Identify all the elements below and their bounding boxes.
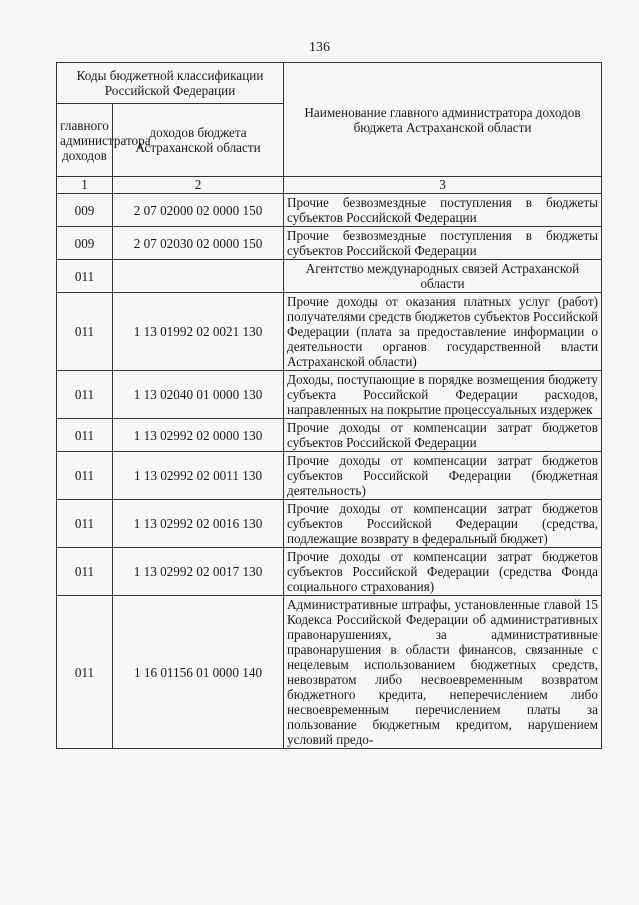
- income-name-cell: Прочие безвозмездные поступления в бюджеты субъектов Российской Федерации: [284, 194, 602, 227]
- header-group-title: Коды бюджетной классификации Российской Федерации: [57, 63, 284, 104]
- income-code-cell: 1 13 02040 01 0000 130: [113, 371, 284, 419]
- admin-code-cell: 011: [57, 596, 113, 749]
- income-name-cell: Прочие доходы от компенсации затрат бюджетов субъектов Российской Федерации (средства, подлежащие возврату в федеральный бюджет): [284, 500, 602, 548]
- income-code-cell: 1 16 01156 01 0000 140: [113, 596, 284, 749]
- income-name-cell: Административные штрафы, установленные главой 15 Кодекса Российской Федерации об административных правонарушениях, за административные правонарушения в области финансов, связанные с нецелевым использованием бюджетных средств, невозвратом либо несвоевременным возвратом бюджетного кредита, неперечислением либо несвоевременным перечислением платы за пользование бюджетным кредитом, нарушением условий предо-: [284, 596, 602, 749]
- page-number: 136: [309, 40, 330, 55]
- header-col2-title: доходов бюджета Астраханской области: [113, 104, 284, 177]
- column-number: 1: [57, 177, 113, 194]
- table-row: [57, 227, 602, 260]
- table-row: [57, 452, 602, 500]
- admin-code-cell: 009: [57, 227, 113, 260]
- admin-code-cell: 011: [57, 500, 113, 548]
- income-name-cell: Прочие доходы от компенсации затрат бюджетов субъектов Российской Федерации (бюджетная деятельность): [284, 452, 602, 500]
- table-row: [57, 500, 602, 548]
- income-code-cell: 1 13 02992 02 0000 130: [113, 419, 284, 452]
- table-row: [57, 260, 602, 293]
- income-code-cell: 1 13 01992 02 0021 130: [113, 293, 284, 371]
- column-number: 3: [284, 177, 602, 194]
- table-row: [57, 194, 602, 227]
- admin-code-cell: 011: [57, 293, 113, 371]
- table-body: [57, 194, 602, 749]
- budget-classification-table: [56, 62, 602, 749]
- column-number-row: [57, 177, 602, 194]
- admin-code-cell: 011: [57, 452, 113, 500]
- income-code-cell: 2 07 02000 02 0000 150: [113, 194, 284, 227]
- income-code-cell: 1 13 02992 02 0016 130: [113, 500, 284, 548]
- income-code-cell: 1 13 02992 02 0017 130: [113, 548, 284, 596]
- admin-code-cell: 009: [57, 194, 113, 227]
- admin-code-cell: 011: [57, 260, 113, 293]
- table-row: [57, 371, 602, 419]
- income-name-cell: Прочие доходы от оказания платных услуг (работ) получателями средств бюджетов субъектов Российской Федерации (плата за предоставление информации о деятельности органов государственной власти Астраханской области): [284, 293, 602, 371]
- header-col3-title: Наименование главного администратора доходов бюджета Астраханской области: [284, 63, 602, 177]
- table-row: [57, 596, 602, 749]
- table-row: [57, 548, 602, 596]
- table-row: [57, 419, 602, 452]
- income-code-cell: [113, 260, 284, 293]
- income-name-cell: Прочие доходы от компенсации затрат бюджетов субъектов Российской Федерации: [284, 419, 602, 452]
- table-row: [57, 293, 602, 371]
- column-number: 2: [113, 177, 284, 194]
- admin-code-cell: 011: [57, 548, 113, 596]
- header-row-top: [57, 63, 602, 104]
- admin-code-cell: 011: [57, 419, 113, 452]
- income-code-cell: 2 07 02030 02 0000 150: [113, 227, 284, 260]
- income-name-cell: Прочие доходы от компенсации затрат бюджетов субъектов Российской Федерации (средства Фонда социального страхования): [284, 548, 602, 596]
- admin-code-cell: 011: [57, 371, 113, 419]
- header-col1-title: главного администратора доходов: [57, 104, 113, 177]
- income-name-cell: Агентство международных связей Астраханской области: [284, 260, 602, 293]
- income-name-cell: Прочие безвозмездные поступления в бюджеты субъектов Российской Федерации: [284, 227, 602, 260]
- income-code-cell: 1 13 02992 02 0011 130: [113, 452, 284, 500]
- income-name-cell: Доходы, поступающие в порядке возмещения бюджету субъекта Российской Федерации расходов, направленных на покрытие процессуальных издержек: [284, 371, 602, 419]
